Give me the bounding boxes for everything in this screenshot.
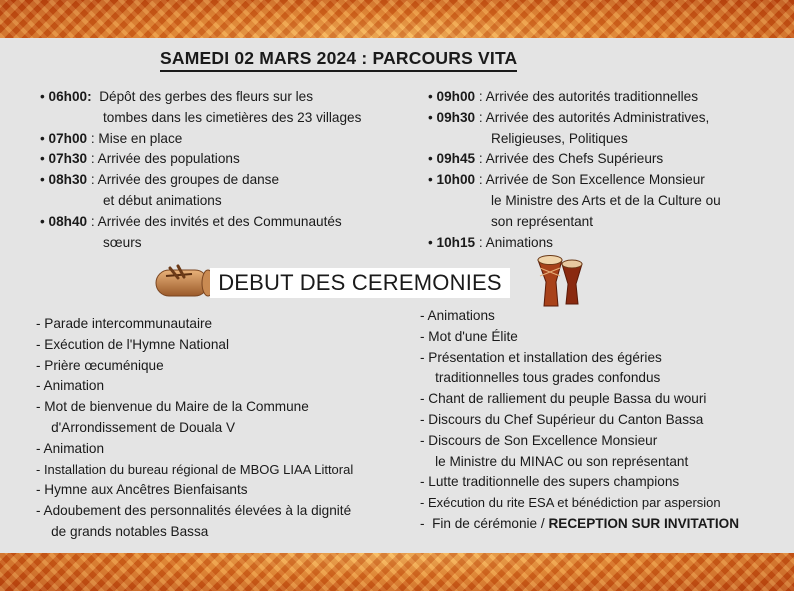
schedule-item: • 08h40 : Arrivée des invités et des Communautés sœurs <box>40 213 342 250</box>
list-item: - Exécution du rite ESA et bénédiction par aspersion <box>420 495 721 511</box>
slit-drum-icon <box>152 262 216 302</box>
list-item: - Installation du bureau régional de MBOG LIAA Littoral <box>36 461 354 477</box>
list-item: - Mot de bienvenue du Maire de la Commune <box>36 399 309 415</box>
list-item: - Adoubement des personnalités élevées à la dignité <box>36 503 352 519</box>
list-item: d'Arrondissement de Douala V <box>36 419 236 435</box>
schedule-left <box>40 87 361 253</box>
list-item: le Ministre du MINAC ou son représentant <box>420 453 689 469</box>
list-item: - Animation <box>36 378 105 394</box>
list-item: de grands notables Bassa <box>36 523 209 539</box>
ceremony-list-left <box>36 314 353 543</box>
schedule-item: • 09h45 : Arrivée des Chefs Supérieurs <box>428 151 664 167</box>
schedule-item: • 07h00 : Mise en place <box>40 130 183 146</box>
list-item: - Chant de ralliement du peuple Bassa du wouri <box>420 391 707 407</box>
djembe-drums-icon <box>532 254 588 310</box>
schedule-item: • 09h30 : Arrivée des autorités Administratives, Religieuses, Politiques <box>428 109 710 146</box>
decorative-top-band <box>0 0 794 38</box>
list-item: - Discours du Chef Supérieur du Canton Bassa <box>420 411 704 427</box>
list-item: - Exécution de l'Hymne National <box>36 336 230 352</box>
schedule-item: • 09h00 : Arrivée des autorités traditionnelles <box>428 89 699 104</box>
schedule-item: • 10h00 : Arrivée de Son Excellence Monsieur le Ministre des Arts et de la Culture ou son représentant <box>428 172 721 229</box>
list-item: - Animation <box>36 440 105 456</box>
schedule-item: • 10h15 : Animations <box>428 234 553 250</box>
ceremony-title: DEBUT DES CEREMONIES <box>210 268 510 298</box>
schedule-item: • 06h00: Dépôt des gerbes des fleurs sur les tombes dans les cimetières des 23 villages <box>40 89 362 125</box>
schedule-item: • 08h30 : Arrivée des groupes de danse et début animations <box>40 172 280 208</box>
list-item: traditionnelles tous grades confondus <box>420 370 661 386</box>
list-item: - Prière œcuménique <box>36 357 164 373</box>
list-item: - Présentation et installation des égéries <box>420 349 662 365</box>
list-item: - Animations <box>420 308 495 323</box>
list-item: - Hymne aux Ancêtres Bienfaisants <box>36 482 248 498</box>
list-item: - Mot d'une Élite <box>420 328 518 344</box>
schedule-item: • 07h30 : Arrivée des populations <box>40 151 240 167</box>
list-item: - Fin de cérémonie / RECEPTION SUR INVITATION <box>420 515 740 531</box>
schedule-right <box>428 87 721 253</box>
decorative-bottom-band <box>0 553 794 591</box>
page-title: SAMEDI 02 MARS 2024 : PARCOURS VITA <box>160 48 517 72</box>
list-item: - Discours de Son Excellence Monsieur <box>420 432 658 448</box>
list-item: - Lutte traditionnelle des supers champions <box>420 474 680 490</box>
ceremony-list-right <box>420 306 739 535</box>
list-item: - Parade intercommunautaire <box>36 316 213 331</box>
